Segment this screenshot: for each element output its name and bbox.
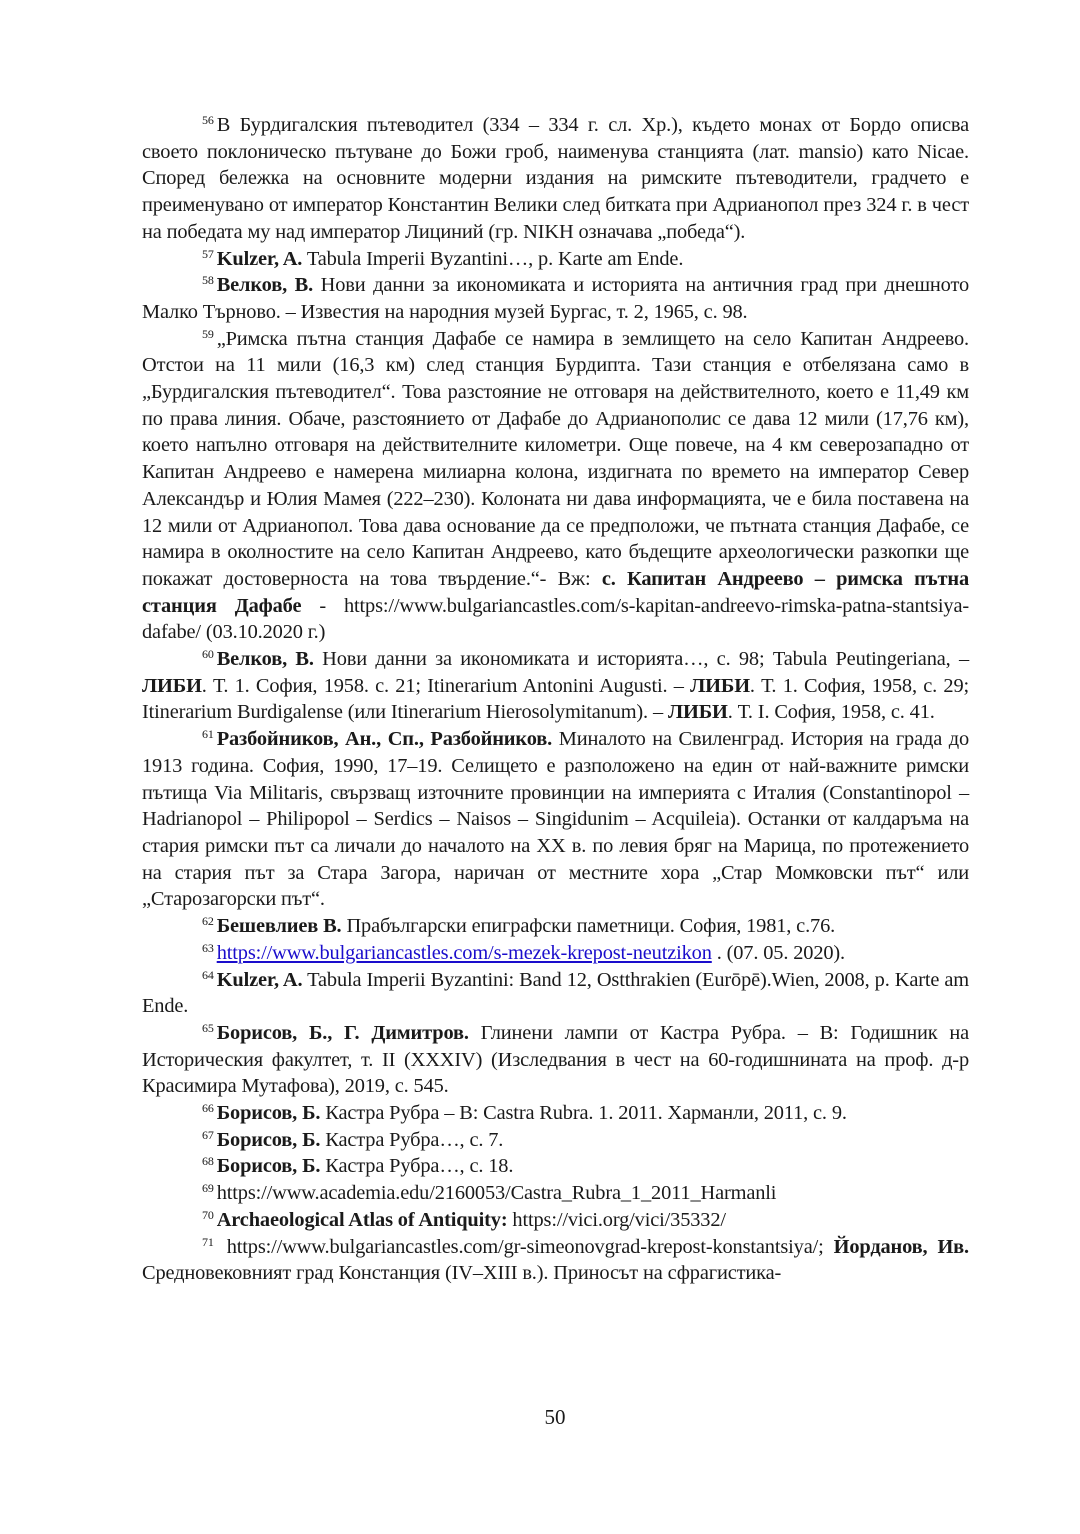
- author-citation: Бешевлиев В.: [216, 915, 342, 938]
- footnote-text: Кастра Рубра – В: Castra Rubra. 1. 2011. Харманли, 2011, с. 9.: [320, 1102, 847, 1125]
- footnote-number: 63: [202, 940, 214, 955]
- footnote-number: 70: [202, 1207, 214, 1222]
- footnote: [142, 246, 969, 273]
- author-citation: Велков, В.: [216, 274, 314, 297]
- footnote-link[interactable]: https://www.bulgariancastles.com/s-mezek-krepost-neutzikon: [216, 941, 712, 964]
- footnote-text: . Т. I. София, 1958, с. 41.: [727, 701, 935, 724]
- author-citation: Archaeological Atlas of Antiquity:: [216, 1208, 508, 1231]
- footnote-text: https://vici.org/vici/35332/: [507, 1208, 726, 1231]
- footnote-text: Tabula Imperii Byzantini: Band 12, Ostthrakien (Eurōpē).Wien, 2008, p. Karte am Ende.: [142, 968, 969, 1018]
- footnotes-section: [142, 112, 969, 1287]
- footnote-number: 57: [202, 246, 214, 261]
- footnote-text: . Т. 1. София, 1958, с. 29; Itinerarium Burdigalense (или Itinerarium Hierosolymitanum). –: [142, 674, 970, 724]
- author-citation: Борисов, Б., Г. Димитров.: [216, 1021, 469, 1044]
- footnote-text: „Римска пътна станция Дафабе се намира в землището на село Капитан Андреево. Отстои на 11 мили (16,3 км) след станция Бурдипта. Тази станция е отбелязана само в „Бурдигалския пътеводител“. Това разстояние не отговаря на действителното, което е 11,49 км по права линия. Обаче, разстоянието от Дафабе до Адрианополис се дава 12 мили (17,76 км), което напълно отговаря на действителните километри. Още повече, на 4 км северозападно от Капитан Андреево е намерена милиарна колона, издигната по времето на император Север Александър и Юлия Мамея (222–230). Колоната ни дава информацията, че е била поставена на 12 мили от Адрианопол. Това дава основание да се предположи, че пътната станция Дафабе, се намира в околностите на село Капитан Андреево, като бъдещите археологически разкопки ще покажат достоверноста на това твърдение.“- Вж:: [142, 327, 969, 590]
- author-citation: Разбойников, Ан., Сп., Разбойников.: [216, 728, 553, 751]
- author-citation: Йорданов, Ив.: [833, 1235, 969, 1258]
- footnote: [142, 1153, 969, 1180]
- footnote: [142, 112, 969, 246]
- footnote: [142, 967, 969, 1020]
- footnote-number: 56: [202, 113, 214, 127]
- footnote: [142, 1020, 969, 1100]
- footnote-text: Tabula Imperii Byzantini…, p. Karte am Ende.: [302, 247, 684, 270]
- footnote-number: 60: [202, 647, 214, 662]
- footnote-text: Кастра Рубра…, с. 18.: [320, 1155, 514, 1178]
- footnote-number: 67: [202, 1127, 214, 1142]
- footnote-number: 65: [202, 1020, 214, 1035]
- page-number: 50: [544, 1405, 566, 1429]
- footnote-text: Миналото на Свиленград. История на града до 1913 година. София, 1990, 17–19. Селището е разположено на един от най-важните римски пътища Via Militaris, свързващ източните провинции на империята с Италия (Constantinopol – Hadrianopol – Philipopol – Serdics – Naisos – Singidunim – Acquileia). Останки от калдаръма на стария римски път са личали до началото на XX в. по левия бряг на Марица, по протежението на стария път за Стара Загора, наричан от местните хора „Стар Момковски път“ или „Старозагорски път“.: [142, 728, 970, 911]
- author-citation: Kulzer, A.: [216, 247, 303, 270]
- footnote-text: Глинени лампи от Кастра Рубра. – В: Годишник на Историческия факултет, т. II (XXXIV) (Изследвания в чест на 60-годишнината на проф. д-р Красимира Мутафова), 2019, с. 545.: [142, 1021, 970, 1098]
- author-citation: Борисов, Б.: [216, 1102, 321, 1125]
- footnote-number: 58: [202, 273, 214, 288]
- footnote-text: Кастра Рубра…, с. 7.: [320, 1128, 504, 1151]
- footnote-number: 61: [202, 727, 214, 742]
- author-citation: ЛИБИ: [142, 674, 202, 697]
- footnote: [142, 913, 969, 940]
- footnote-text: https://www.bulgariancastles.com/gr-simeonovgrad-krepost-konstantsiya/;: [216, 1235, 834, 1258]
- footnote-text: . Т. 1. София, 1958. с. 21; Itinerarium Antonini Augusti. –: [201, 674, 691, 697]
- footnote-text: - https://www.bulgariancastles.com/s-kapitan-andreevo-rimska-patna-stantsiya-dafabe/ (03.10.2020 г.): [142, 594, 969, 644]
- author-citation: Борисов, Б.: [216, 1128, 321, 1151]
- footnote-text: https://www.academia.edu/2160053/Castra_Rubra_1_2011_Harmanli: [216, 1182, 777, 1205]
- footnote-text: . (07. 05. 2020).: [711, 941, 846, 964]
- footnote: [142, 1100, 969, 1127]
- footnote: [142, 1234, 969, 1287]
- footnote-text: Нови данни за икономиката и историята на античния град при днешното Малко Търново. – Известия на народния музей Бургас, т. 2, 1965, с. 98.: [142, 274, 969, 323]
- footnote: [142, 940, 969, 967]
- author-citation: ЛИБИ: [667, 701, 728, 724]
- author-citation: Борисов, Б.: [216, 1155, 321, 1178]
- footnote-number: 68: [202, 1154, 214, 1169]
- author-citation: Велков, В.: [216, 648, 314, 671]
- footnote: [142, 1127, 969, 1154]
- footnote-text: В Бурдигалския пътеводител (334 – 334 г. сл. Хр.), където монах от Бордо описва своето поклоническо пътуване до Божи гроб, наименува станцията (лат. mansio) като Nicae. Според бележка на основните модерни издания на римските пътеводители, градчето е преименувано от император Константин Велики след битката при Адрианопол през 324 г. в чест на победата му над император Лициний (гр. NIKH означава „победа“).: [142, 114, 969, 243]
- author-citation: с. Капитан Андреево – римска пътна станция Дафабе: [142, 567, 969, 617]
- footnote: [142, 1207, 969, 1234]
- footnote-number: 71: [202, 1234, 214, 1249]
- footnote: [142, 1180, 969, 1207]
- footnote: [142, 726, 969, 913]
- footnote-number: 64: [202, 967, 214, 982]
- footnote-number: 66: [202, 1101, 214, 1116]
- footnote: [142, 646, 969, 726]
- author-citation: Kulzer, A.: [216, 968, 303, 991]
- footnote-text: Средновековният град Констанция (IV–XIII в.). Приносът на сфрагистика-: [142, 1262, 782, 1285]
- footnote-number: 59: [202, 326, 214, 341]
- footnote-number: 69: [202, 1181, 214, 1196]
- footnote: [142, 326, 969, 646]
- footnote-number: 62: [202, 914, 214, 929]
- author-citation: ЛИБИ: [690, 674, 750, 697]
- footnote: [142, 272, 969, 325]
- footnote-text: Нови данни за икономиката и историята…, с. 98; Tabula Peutingeriana, –: [313, 648, 969, 671]
- footnote-text: Прабългарски епиграфски паметници. София, 1981, с.76.: [341, 915, 836, 938]
